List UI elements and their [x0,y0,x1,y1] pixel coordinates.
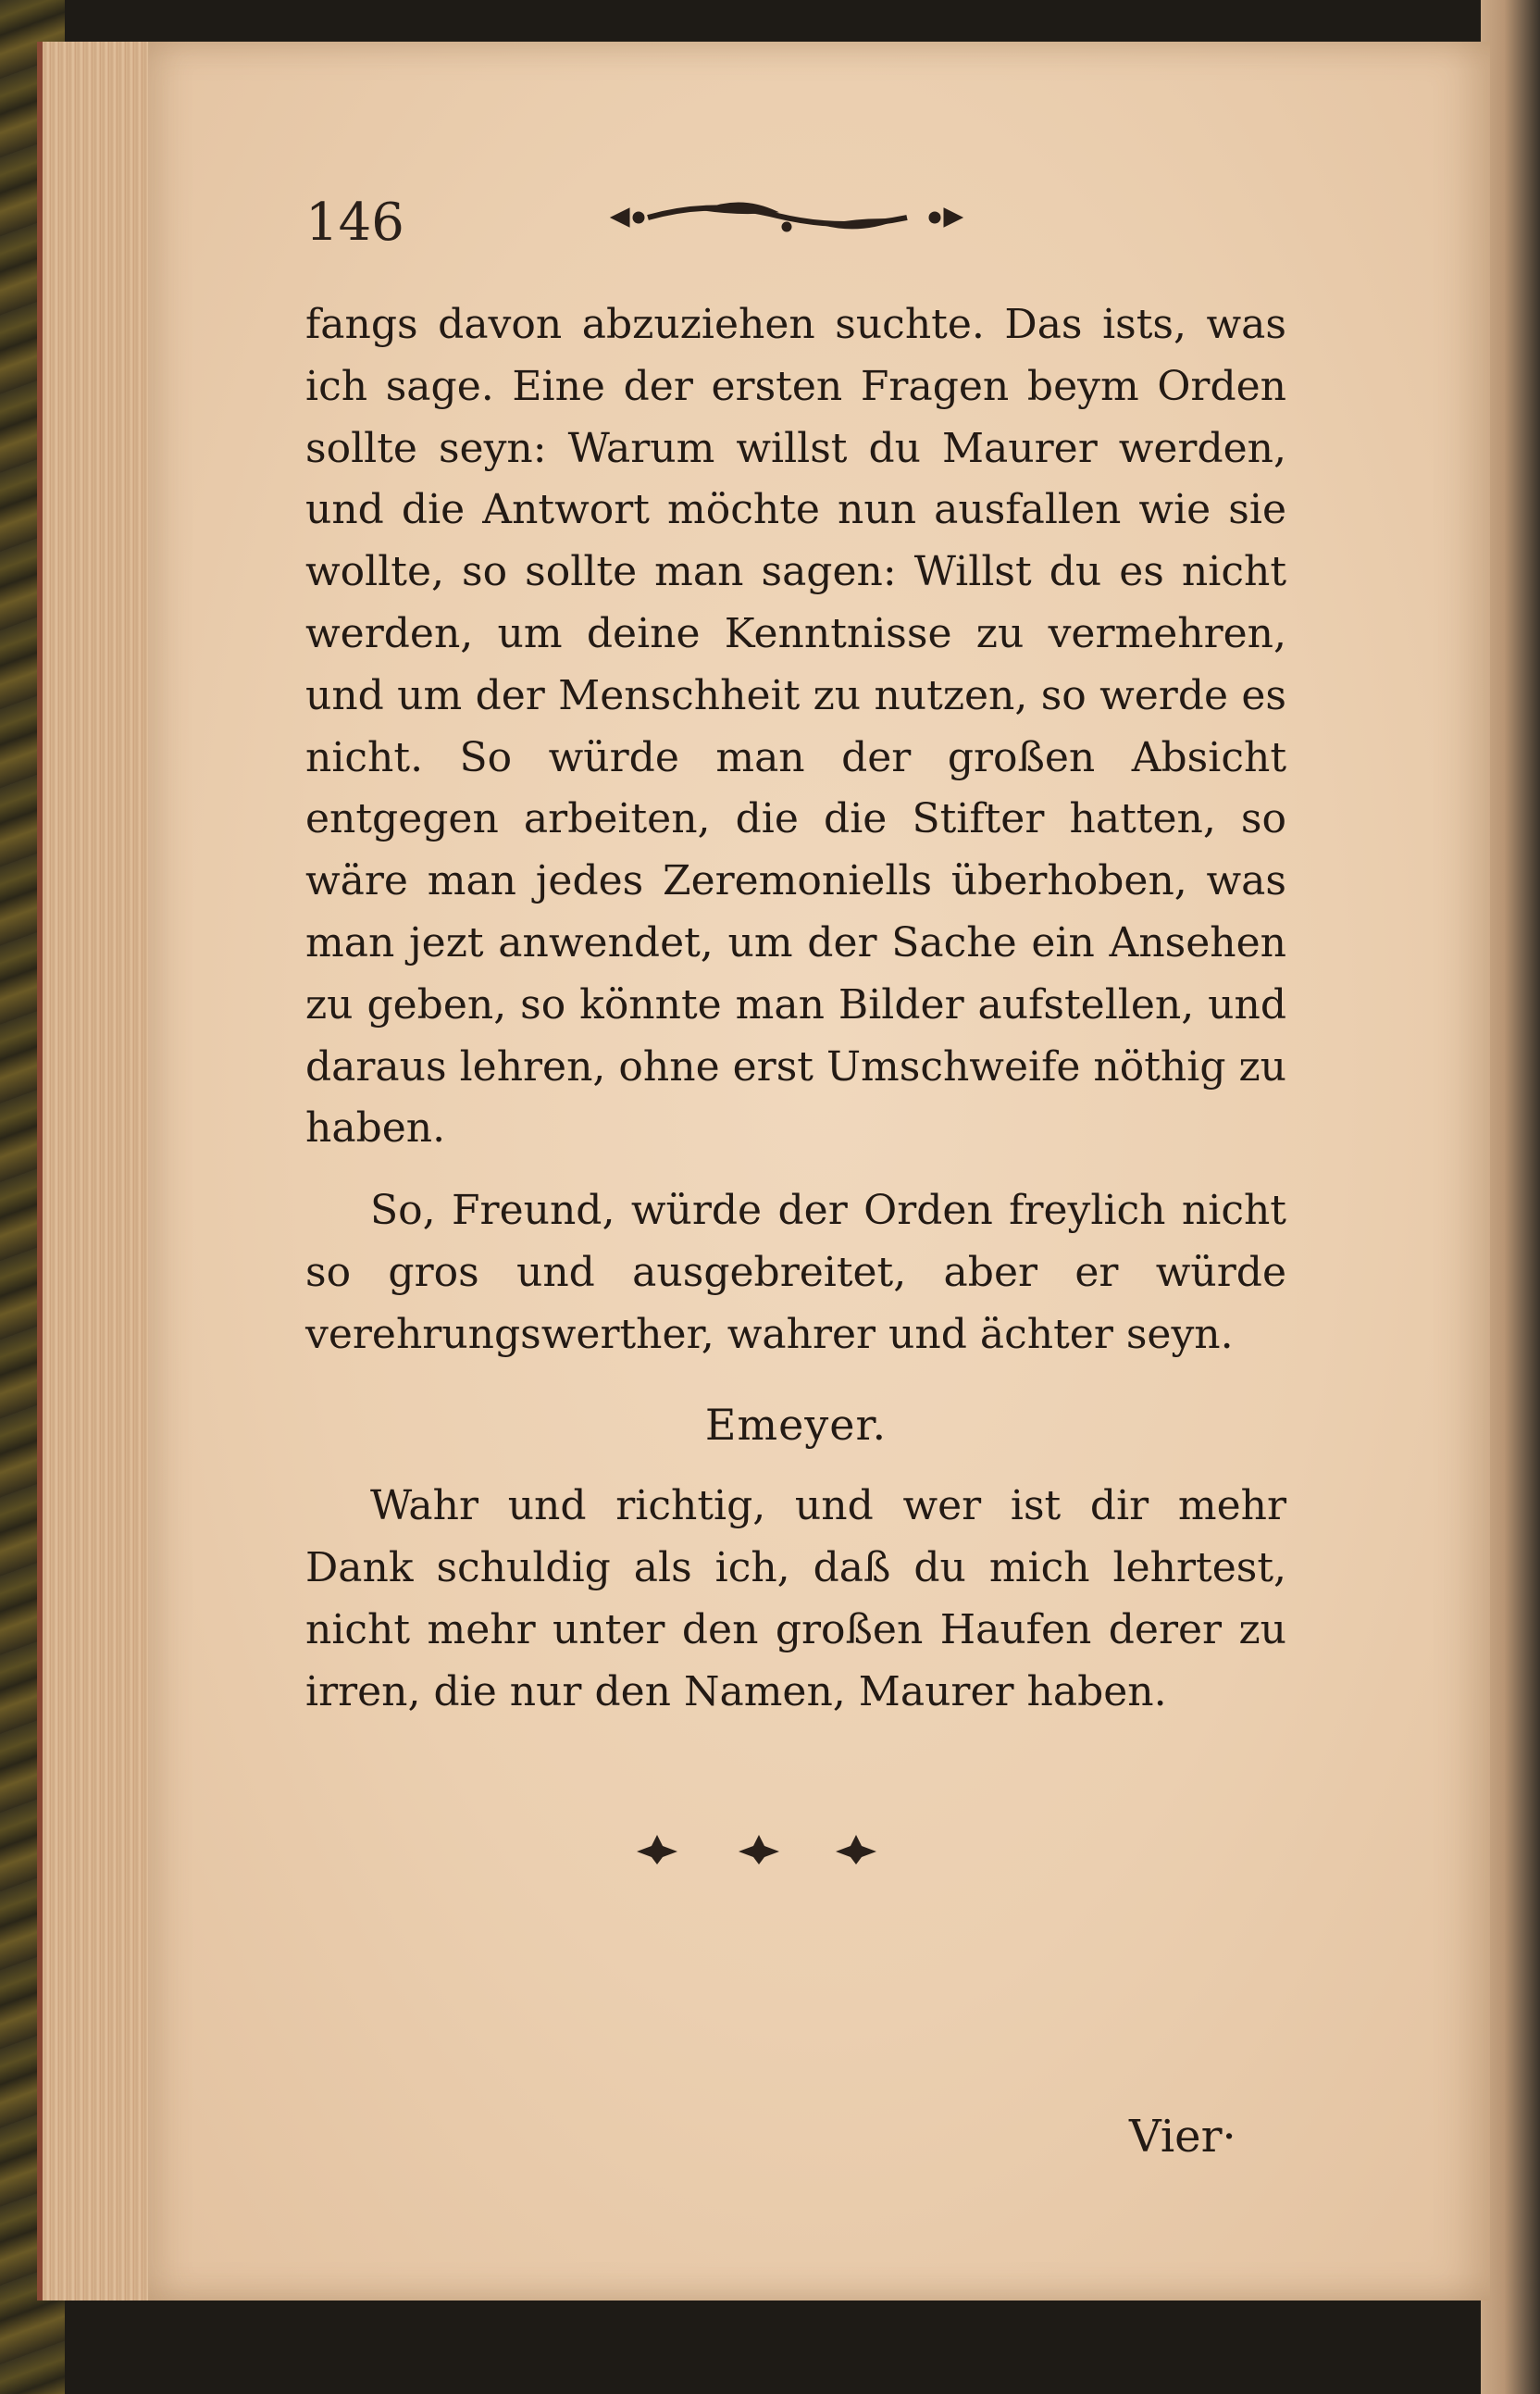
paragraph-1: fangs davon abzuziehen suchte. Das ists, was ich sage. Eine der ersten Fragen beym Orden sollte seyn: Warum willst du Maurer werden, und die Antwort möchte nun ausfallen wie sie wollte, so sollte man sagen: Willst du es nicht werden, um deine Kenntnisse zu vermehren, und um der Menschheit zu nutzen, so werde es nicht. So würde man der großen Absicht entgegen arbeiten, die die Stifter hatten, so wäre man jedes Zeremoniells überhoben, was man jezt anwendet, um der Sache ein Ansehen zu geben, so könnte man Bilder aufstellen, und daraus lehren, ohne erst Umschweife nöthig zu haben. [305,301,1286,1153]
page-number: 146 [305,193,404,253]
paragraph-2: So, Freund, würde der Orden freylich nicht so gros und ausgebreitet, aber er würde verehrungswerther, wahrer und ächter seyn. [305,1187,1286,1358]
ornament-star-1-icon [637,1835,677,1864]
page-text [305,294,1286,1724]
section-ornament [620,1828,898,1875]
ornament-star-3-icon [836,1835,876,1864]
speaker-name: Emeyer. [704,1399,888,1450]
ornament-star-2-icon [739,1835,779,1864]
page-block-edges [37,42,163,2300]
paragraph-3: Wahr und richtig, und wer ist dir mehr Dank schuldig als ich, daß du mich lehrtest, nicht mehr unter den großen Haufen derer zu irren, die nur den Namen, Maurer haben. [305,1482,1286,1715]
catchword: Vier· [1129,2111,1236,2163]
header-ornament [602,190,972,245]
